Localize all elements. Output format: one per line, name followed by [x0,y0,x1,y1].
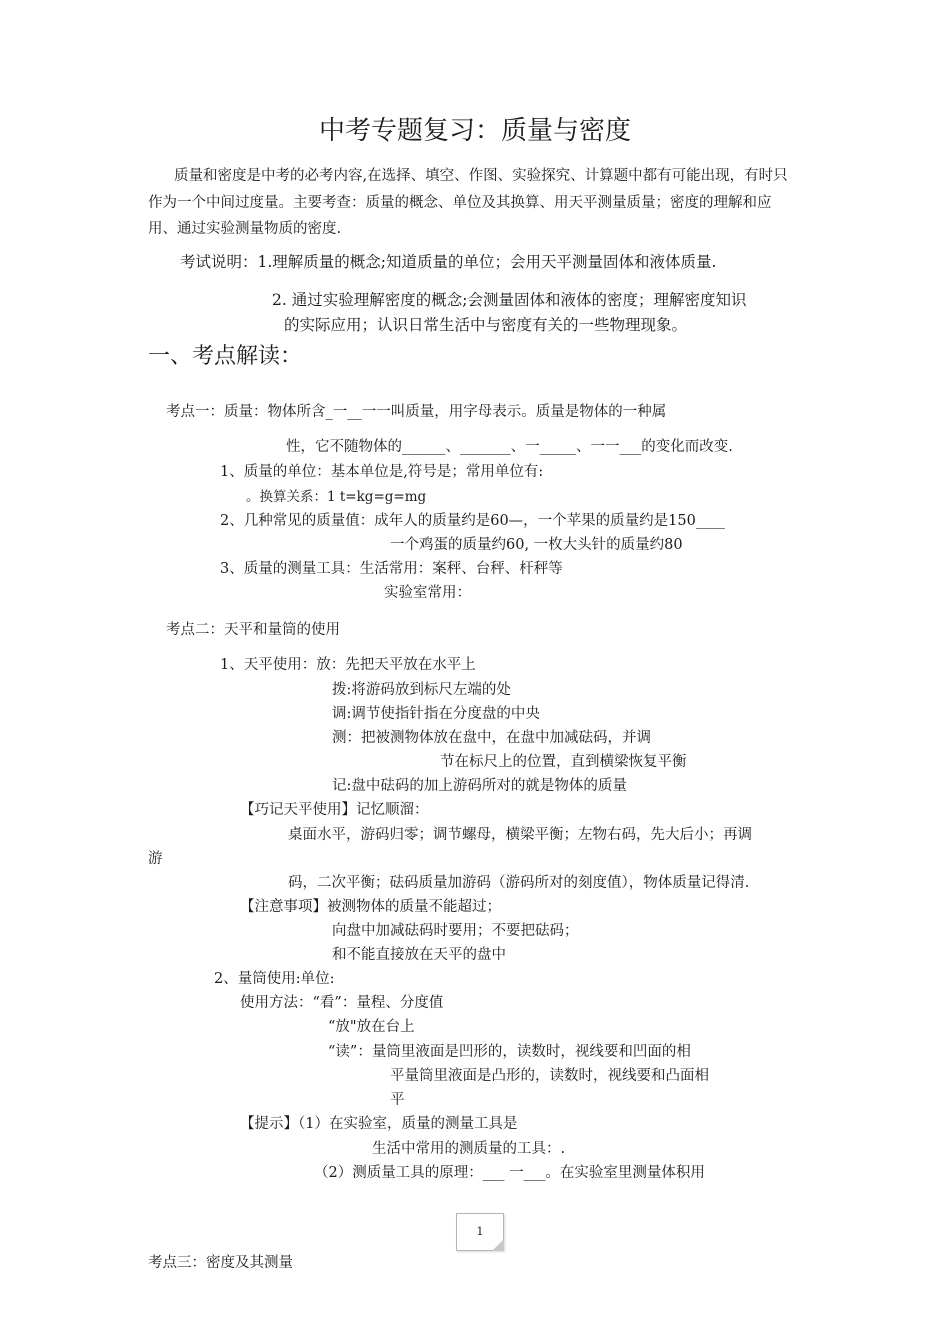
intro-line: 用、通过实验测量物质的密度. [148,221,342,237]
point2-line: 1、天平使用：放：先把天平放在水平上 [220,657,476,673]
intro-line: 作为一个中间过度量。主要考查：质量的概念、单位及其换算、用天平测量质量；密度的理解和应 [148,195,772,211]
point2-line: 游 [148,851,163,867]
point2-line: 【提示】（1）在实验室，质量的测量工具是 [240,1116,518,1132]
point2-line: “读”：量筒里液面是凹形的，读数时，视线要和凹面的相 [328,1044,691,1060]
section-heading: 一、考点解读： [148,344,303,369]
point2-line: 调:调节使指针指在分度盘的中央 [332,706,540,722]
point1-line: 。换算关系：1 t=kg=g=mg [246,489,427,505]
intro-line: 质量和密度是中考的必考内容,在选择、填空、作图、实验探究、计算题中都有可能出现，有时只 [174,168,788,184]
point2-line: 拨:将游码放到标尺左端的处 [332,682,511,698]
point2-line: 【巧记天平使用】记忆顺溜： [240,802,429,818]
page-fold-icon [492,1239,504,1251]
point2-line: 平量筒里液面是凸形的，读数时，视线要和凸面相 [390,1068,709,1084]
point2-line: 平 [390,1092,405,1108]
point1-line: 1、质量的单位：基本单位是,符号是；常用单位有: [220,464,544,480]
exam-note: 考试说明：1.理解质量的概念;知道质量的单位；会用天平测量固体和液体质量. [180,253,717,271]
page-number-label: 1 [476,1225,484,1238]
point2-line: 【注意事项】被测物体的质量不能超过； [240,899,501,915]
point1-line: 2、几种常见的质量值：成年人的质量约是60—，一个苹果的质量约是150____ [220,513,725,529]
exam-note: 2. 通过实验理解密度的概念;会测量固体和液体的密度；理解密度知识 [272,291,747,309]
point2-line: 节在标尺上的位置，直到横梁恢复平衡 [440,754,687,770]
point2-line: 生活中常用的测质量的工具：. [372,1141,566,1157]
point2-line: 使用方法：“看”：量程、分度值 [240,995,444,1011]
point2-line: 考点二：天平和量筒的使用 [166,622,340,638]
point1-line: 考点一：质量：物体所含_一__一一叫质量，用字母表示。质量是物体的一种属 [166,404,667,420]
exam-note: 的实际应用；认识日常生活中与密度有关的一些物理现象。 [284,316,688,334]
page-number [456,1213,504,1251]
point1-line: 性，它不随物体的______、_______、一_____、一一___的变化而改变. [286,439,733,455]
point2-line: （2）测质量工具的原理：___ 一___。在实验室里测量体积用 [314,1165,705,1181]
point2-line: 码，二次平衡；砝码质量加游码（游码所对的刻度值），物体质量记得清. [288,875,750,891]
point1-line: 3、质量的测量工具：生活常用：案秤、台秤、杆秤等 [220,561,563,577]
point2-line: 向盘中加减砝码时要用；不要把砝码； [332,923,579,939]
point1-line: 实验室常用： [384,585,471,601]
point2-line: 桌面水平，游码归零；调节螺母，横梁平衡；左物右码，先大后小；再调 [288,827,752,843]
point3-heading: 考点三：密度及其测量 [148,1255,293,1271]
document-title: 中考专题复习：质量与密度 [318,116,631,146]
point2-line: 记:盘中砝码的加上游码所对的就是物体的质量 [332,778,627,794]
point1-line: 一个鸡蛋的质量约60, 一枚大头针的质量约80 [390,537,683,553]
point2-line: 2、量筒使用:单位: [214,971,335,987]
point2-line: “放"放在台上 [328,1019,415,1035]
point2-line: 测：把被测物体放在盘中，在盘中加减砝码，并调 [332,730,651,746]
point2-line: 和不能直接放在天平的盘中 [332,947,506,963]
